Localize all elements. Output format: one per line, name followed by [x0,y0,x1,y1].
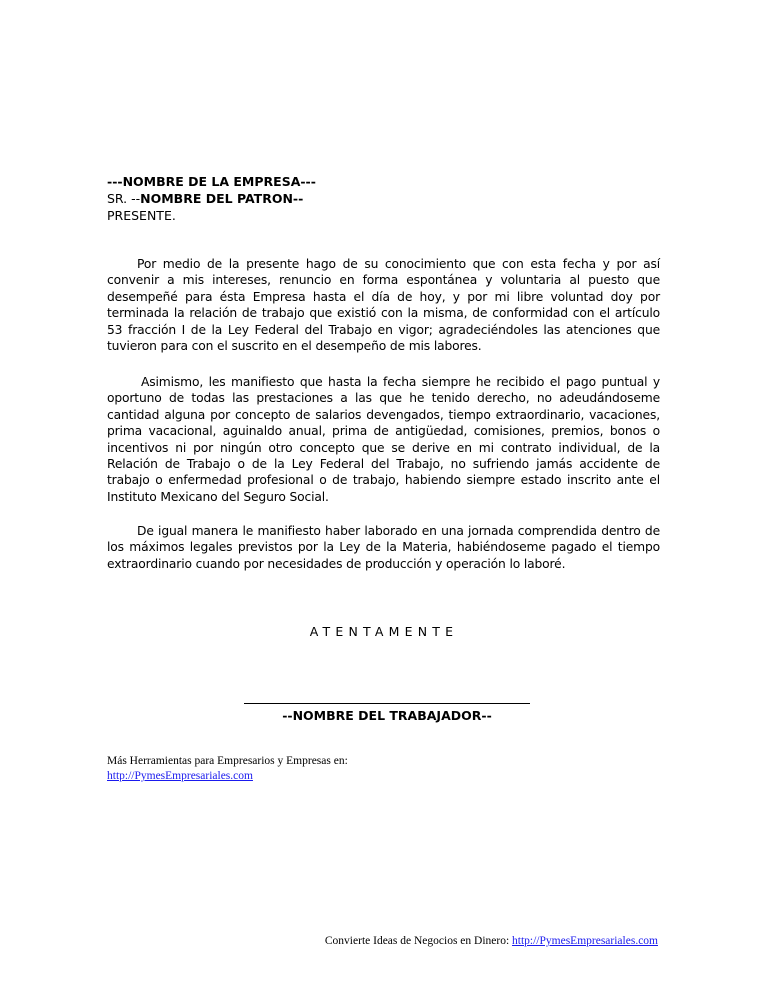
more-tools-text: Más Herramientas para Empresarios y Empresas en: [107,755,348,767]
footer-link[interactable]: http://PymesEmpresariales.com [512,935,658,947]
paragraph-1: Por medio de la presente hago de su conocimiento que con esta fecha y por así convenir a mis intereses, renuncio en forma espontánea y voluntaria al puesto que desempeñé para ésta Empresa hasta el día de hoy, y por mi libre voluntad doy por terminada la relación de trabajo que existió con la misma, de conformidad con el artículo 53 fracción I de la Ley Federal del Trabajo en vigor; agradeciéndoles las atenciones que tuvieron para con el suscrito en el desempeño de mis labores. [107,257,660,354]
letter-header [107,173,316,224]
company-name: ---NOMBRE DE LA EMPRESA--- [107,174,316,189]
closing-atentamente: ATENTAMENTE [309,624,459,639]
paragraph-2: Asimismo, les manifiesto que hasta la fecha siempre he recibido el pago puntual y oportuno de todas las prestaciones a las que he tenido derecho, no adeudándoseme cantidad alguna por concepto de salarios devengados, tiempo extraordinario, vacaciones, prima vacacional, aguinaldo anual, prima de antigüedad, comisiones, premios, bonos o incentivos ni por ningún otro concepto que se derive en mi contrato individual, de la Relación de Trabajo o de la Ley Federal del Trabajo, no sufriendo jamás accidente de trabajo o enfermedad profesional o de trabajo, habiendo siempre estado inscrito ante el Instituto Mexicano del Seguro Social. [107,375,660,504]
more-tools-block [107,754,348,784]
paragraph-3: De igual manera le manifiesto haber laborado en una jornada comprendida dentro de los máximos legales previstos por la Ley de la Materia, habiéndoseme pagado el tiempo extraordinario cuando por necesidades de producción y operación lo laboré. [107,524,660,571]
footer-text: Convierte Ideas de Negocios en Dinero: [324,935,513,947]
signature-line [244,703,530,704]
more-tools-link[interactable]: http://PymesEmpresariales.com [107,770,253,782]
sr-prefix: SR. -- [107,191,141,206]
worker-name: --NOMBRE DEL TRABAJADOR-- [282,708,492,723]
footer [325,935,658,947]
presente-line: PRESENTE. [107,208,176,223]
patron-name: NOMBRE DEL PATRON-- [140,191,304,206]
recipient-line [107,190,316,207]
